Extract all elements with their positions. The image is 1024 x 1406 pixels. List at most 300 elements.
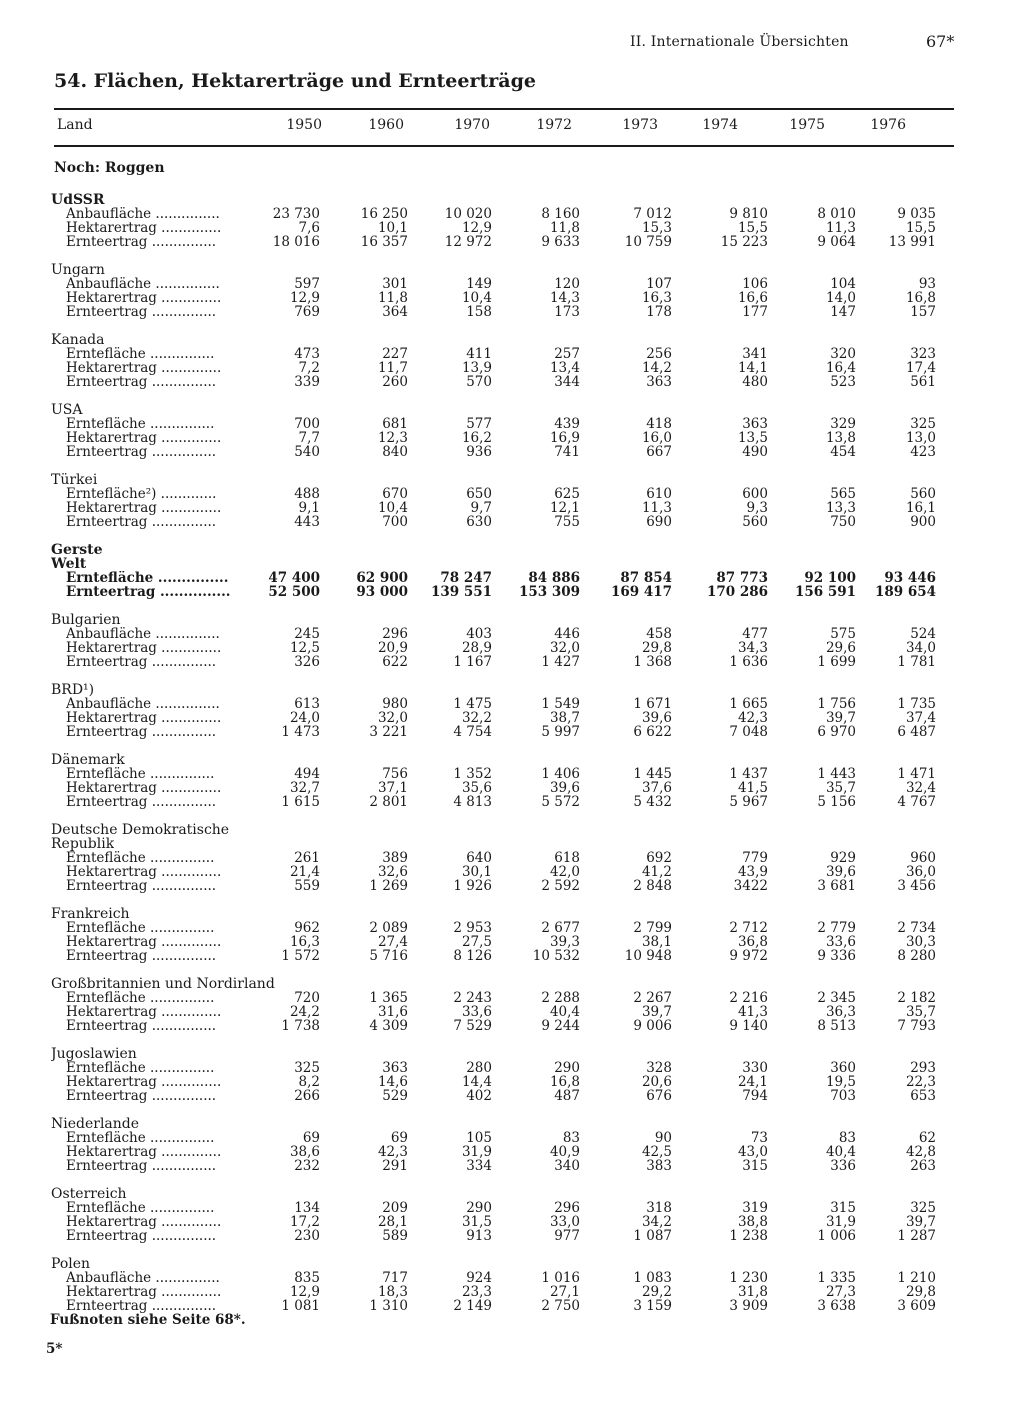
- heading-label: Polen: [51, 1257, 91, 1271]
- cell-1975: 6 970: [817, 724, 856, 740]
- cell-1975: 329: [830, 416, 856, 432]
- cell-1960: 20,9: [377, 640, 408, 656]
- cell-1972: 120: [554, 276, 580, 292]
- group-heading: [0, 193, 1024, 207]
- row-label: Anbaufläche ...............: [66, 697, 220, 711]
- cell-1972: 755: [554, 514, 580, 530]
- cell-1960: 62 900: [356, 570, 408, 586]
- table-row: [0, 1089, 1024, 1103]
- table-row: [0, 277, 1024, 291]
- row-label: Hektarertrag ..............: [66, 711, 222, 725]
- cell-1970: 14,4: [461, 1074, 492, 1090]
- cell-1975: 315: [830, 1200, 856, 1216]
- cell-1974: 15,5: [737, 220, 768, 236]
- column-header-1974: 1974: [702, 117, 738, 133]
- cell-1974: 43,0: [737, 1144, 768, 1160]
- cell-1976: 293: [910, 1060, 936, 1076]
- cell-1976: 22,3: [905, 1074, 936, 1090]
- cell-1972: 84 886: [528, 570, 580, 586]
- cell-1975: 35,7: [825, 780, 856, 796]
- cell-1975: 13,3: [825, 500, 856, 516]
- cell-1950: 21,4: [289, 864, 320, 880]
- row-label: Hektarertrag ..............: [66, 1145, 222, 1159]
- table-row: [0, 585, 1024, 599]
- cell-1970: 411: [466, 346, 492, 362]
- cell-1975: 929: [830, 850, 856, 866]
- cell-1950: 613: [294, 696, 320, 712]
- cell-1972: 296: [554, 1200, 580, 1216]
- cell-1960: 16 250: [360, 206, 408, 222]
- cell-1972: 39,3: [549, 934, 580, 950]
- cell-1950: 473: [294, 346, 320, 362]
- table-row: [0, 627, 1024, 641]
- cell-1973: 11,3: [641, 500, 672, 516]
- cell-1973: 178: [646, 304, 672, 320]
- cell-1975: 104: [830, 276, 856, 292]
- table-row: [0, 1005, 1024, 1019]
- cell-1975: 2 779: [817, 920, 856, 936]
- cell-1976: 37,4: [905, 710, 936, 726]
- table-row: [0, 1131, 1024, 1145]
- cell-1972: 2 750: [541, 1298, 580, 1314]
- cell-1975: 40,4: [825, 1144, 856, 1160]
- row-label: Hektarertrag ..............: [66, 935, 222, 949]
- cell-1970: 334: [466, 1158, 492, 1174]
- cell-1974: 41,3: [737, 1004, 768, 1020]
- cell-1973: 1 445: [633, 766, 672, 782]
- row-label: Hektarertrag ..............: [66, 431, 222, 445]
- cell-1972: 173: [554, 304, 580, 320]
- cell-1973: 29,2: [641, 1284, 672, 1300]
- column-header-1972: 1972: [536, 117, 572, 133]
- row-label: Ernteertrag ...............: [66, 1019, 217, 1033]
- cell-1960: 28,1: [377, 1214, 408, 1230]
- cell-1973: 5 432: [633, 794, 672, 810]
- cell-1973: 256: [646, 346, 672, 362]
- cell-1972: 8 160: [541, 206, 580, 222]
- cell-1970: 7 529: [453, 1018, 492, 1034]
- cell-1970: 158: [466, 304, 492, 320]
- table-row: [0, 795, 1024, 809]
- cell-1974: 1 636: [729, 654, 768, 670]
- cell-1976: 325: [910, 416, 936, 432]
- cell-1972: 38,7: [549, 710, 580, 726]
- cell-1973: 692: [646, 850, 672, 866]
- cell-1960: 301: [382, 276, 408, 292]
- cell-1970: 31,9: [461, 1144, 492, 1160]
- cell-1976: 36,0: [905, 864, 936, 880]
- cell-1976: 325: [910, 1200, 936, 1216]
- cell-1975: 39,7: [825, 710, 856, 726]
- row-label: Anbaufläche ...............: [66, 627, 220, 641]
- row-label: Erntefläche ...............: [66, 347, 215, 361]
- table-row: [0, 1299, 1024, 1313]
- cell-1974: 106: [742, 276, 768, 292]
- group-heading: [0, 753, 1024, 767]
- cell-1970: 1 475: [453, 696, 492, 712]
- cell-1976: 35,7: [905, 1004, 936, 1020]
- cell-1950: 266: [294, 1088, 320, 1104]
- cell-1970: 35,6: [461, 780, 492, 796]
- cell-1976: 2 734: [897, 920, 936, 936]
- cell-1970: 33,6: [461, 1004, 492, 1020]
- cell-1974: 13,5: [737, 430, 768, 446]
- cell-1974: 170 286: [706, 584, 768, 600]
- cell-1972: 439: [554, 416, 580, 432]
- cell-1974: 490: [742, 444, 768, 460]
- cell-1973: 42,5: [641, 1144, 672, 1160]
- cell-1960: 529: [382, 1088, 408, 1104]
- cell-1950: 1 738: [281, 1018, 320, 1034]
- cell-1972: 153 309: [518, 584, 580, 600]
- cell-1973: 383: [646, 1158, 672, 1174]
- cell-1973: 15,3: [641, 220, 672, 236]
- cell-1973: 9 006: [633, 1018, 672, 1034]
- cell-1974: 1 665: [729, 696, 768, 712]
- row-label: Hektarertrag ..............: [66, 781, 222, 795]
- cell-1972: 1 427: [541, 654, 580, 670]
- row-label: Anbaufläche ...............: [66, 207, 220, 221]
- cell-1970: 28,9: [461, 640, 492, 656]
- cell-1960: 681: [382, 416, 408, 432]
- cell-1976: 1 287: [897, 1228, 936, 1244]
- cell-1975: 750: [830, 514, 856, 530]
- cell-1970: 139 551: [430, 584, 492, 600]
- cell-1972: 9 633: [541, 234, 580, 250]
- row-label: Ernteertrag ...............: [66, 795, 217, 809]
- row-label: Erntefläche ...............: [66, 417, 215, 431]
- cell-1976: 34,0: [905, 640, 936, 656]
- cell-1950: 134: [294, 1200, 320, 1216]
- cell-1974: 9 810: [729, 206, 768, 222]
- cell-1976: 960: [910, 850, 936, 866]
- cell-1970: 32,2: [461, 710, 492, 726]
- cell-1972: 487: [554, 1088, 580, 1104]
- cell-1975: 5 156: [817, 794, 856, 810]
- cell-1973: 37,6: [641, 780, 672, 796]
- cell-1960: 700: [382, 514, 408, 530]
- cell-1972: 40,4: [549, 1004, 580, 1020]
- cell-1972: 5 572: [541, 794, 580, 810]
- cell-1950: 7,6: [298, 220, 320, 236]
- cell-1973: 690: [646, 514, 672, 530]
- cell-1974: 1 230: [729, 1270, 768, 1286]
- cell-1950: 326: [294, 654, 320, 670]
- cell-1950: 47 400: [268, 570, 320, 586]
- cell-1960: 3 221: [369, 724, 408, 740]
- row-label: Ernteertrag ...............: [66, 949, 217, 963]
- cell-1960: 10,4: [377, 500, 408, 516]
- cell-1970: 10 020: [444, 206, 492, 222]
- cell-1950: 23 730: [272, 206, 320, 222]
- row-label: Hektarertrag ..............: [66, 291, 222, 305]
- row-label: Hektarertrag ..............: [66, 361, 222, 375]
- group-heading: [0, 333, 1024, 347]
- heading-label: Dänemark: [51, 753, 125, 767]
- table-row: [0, 879, 1024, 893]
- row-label: Erntefläche ...............: [66, 1201, 215, 1215]
- table-row: [0, 1285, 1024, 1299]
- cell-1960: 363: [382, 1060, 408, 1076]
- cell-1974: 15 223: [720, 234, 768, 250]
- cell-1974: 38,8: [737, 1214, 768, 1230]
- cell-1973: 7 012: [633, 206, 672, 222]
- row-label: Hektarertrag ..............: [66, 1215, 222, 1229]
- table-row: [0, 571, 1024, 585]
- cell-1975: 9 336: [817, 948, 856, 964]
- cell-1960: 11,7: [377, 360, 408, 376]
- cell-1960: 622: [382, 654, 408, 670]
- cell-1972: 977: [554, 1228, 580, 1244]
- table-row: [0, 921, 1024, 935]
- cell-1974: 1 238: [729, 1228, 768, 1244]
- cell-1972: 13,4: [549, 360, 580, 376]
- cell-1960: 42,3: [377, 1144, 408, 1160]
- group-heading: [0, 1047, 1024, 1061]
- table-header-rule: [54, 145, 954, 147]
- cell-1975: 523: [830, 374, 856, 390]
- row-label: Ernteertrag ...............: [66, 445, 217, 459]
- cell-1950: 7,7: [298, 430, 320, 446]
- cell-1973: 458: [646, 626, 672, 642]
- cell-1975: 3 638: [817, 1298, 856, 1314]
- cell-1976: 13,0: [905, 430, 936, 446]
- cell-1973: 318: [646, 1200, 672, 1216]
- row-label: Anbaufläche ...............: [66, 277, 220, 291]
- page-number: 67*: [926, 32, 955, 51]
- cell-1960: 16 357: [360, 234, 408, 250]
- cell-1970: 13,9: [461, 360, 492, 376]
- cell-1950: 339: [294, 374, 320, 390]
- cell-1975: 8 010: [817, 206, 856, 222]
- cell-1973: 90: [654, 1130, 672, 1146]
- table-row: [0, 445, 1024, 459]
- table-row: [0, 1201, 1024, 1215]
- heading-label: UdSSR: [51, 193, 105, 207]
- cell-1973: 1 368: [633, 654, 672, 670]
- cell-1972: 625: [554, 486, 580, 502]
- row-label: Ernteertrag ...............: [66, 585, 231, 599]
- cell-1973: 363: [646, 374, 672, 390]
- cell-1970: 78 247: [440, 570, 492, 586]
- row-label: Ernteertrag ...............: [66, 1229, 217, 1243]
- column-header-1960: 1960: [368, 117, 404, 133]
- table-row: [0, 207, 1024, 221]
- cell-1960: 5 716: [369, 948, 408, 964]
- cell-1960: 11,8: [377, 290, 408, 306]
- cell-1975: 1 699: [817, 654, 856, 670]
- heading-label: Welt: [51, 557, 87, 571]
- cell-1972: 16,8: [549, 1074, 580, 1090]
- cell-1972: 741: [554, 444, 580, 460]
- table-row: [0, 417, 1024, 431]
- cell-1972: 2 288: [541, 990, 580, 1006]
- group-heading: [0, 1257, 1024, 1271]
- group-heading: [0, 837, 1024, 851]
- cell-1975: 320: [830, 346, 856, 362]
- cell-1972: 1 549: [541, 696, 580, 712]
- cell-1970: 936: [466, 444, 492, 460]
- sheet-mark: 5*: [46, 1341, 63, 1357]
- heading-label: Österreich: [51, 1187, 127, 1201]
- cell-1970: 650: [466, 486, 492, 502]
- row-label: Hektarertrag ..............: [66, 1075, 222, 1089]
- cell-1974: 14,1: [737, 360, 768, 376]
- cell-1975: 39,6: [825, 864, 856, 880]
- cell-1950: 16,3: [289, 934, 320, 950]
- cell-1974: 330: [742, 1060, 768, 1076]
- row-label: Hektarertrag ..............: [66, 221, 222, 235]
- cell-1960: 296: [382, 626, 408, 642]
- column-header-1975: 1975: [789, 117, 825, 133]
- cell-1970: 913: [466, 1228, 492, 1244]
- table-row: [0, 375, 1024, 389]
- table-row: [0, 1145, 1024, 1159]
- cell-1976: 9 035: [897, 206, 936, 222]
- cell-1975: 13,8: [825, 430, 856, 446]
- cell-1975: 3 681: [817, 878, 856, 894]
- cell-1975: 1 335: [817, 1270, 856, 1286]
- cell-1974: 73: [750, 1130, 768, 1146]
- cell-1950: 720: [294, 990, 320, 1006]
- cell-1976: 29,8: [905, 1284, 936, 1300]
- cell-1976: 16,8: [905, 290, 936, 306]
- row-label: Erntefläche ...............: [66, 767, 215, 781]
- cell-1970: 290: [466, 1200, 492, 1216]
- cell-1975: 36,3: [825, 1004, 856, 1020]
- cell-1970: 9,7: [470, 500, 492, 516]
- cell-1972: 40,9: [549, 1144, 580, 1160]
- cell-1950: 24,0: [289, 710, 320, 726]
- table-row: [0, 655, 1024, 669]
- table-row: [0, 781, 1024, 795]
- cell-1974: 341: [742, 346, 768, 362]
- row-label: Erntefläche²) .............: [66, 487, 217, 501]
- row-label: Erntefläche ...............: [66, 851, 215, 865]
- cell-1976: 6 487: [897, 724, 936, 740]
- cell-1976: 653: [910, 1088, 936, 1104]
- cell-1976: 39,7: [905, 1214, 936, 1230]
- cell-1973: 16,0: [641, 430, 672, 446]
- row-label: Ernteertrag ...............: [66, 1159, 217, 1173]
- cell-1960: 32,6: [377, 864, 408, 880]
- table-row: [0, 1215, 1024, 1229]
- cell-1970: 640: [466, 850, 492, 866]
- cell-1973: 10 759: [624, 234, 672, 250]
- cell-1960: 37,1: [377, 780, 408, 796]
- cell-1975: 31,9: [825, 1214, 856, 1230]
- row-label: Ernteertrag ...............: [66, 1089, 217, 1103]
- cell-1974: 794: [742, 1088, 768, 1104]
- cell-1960: 69: [390, 1130, 408, 1146]
- cell-1974: 36,8: [737, 934, 768, 950]
- cell-1970: 924: [466, 1270, 492, 1286]
- cell-1976: 423: [910, 444, 936, 460]
- cell-1976: 8 280: [897, 948, 936, 964]
- cell-1950: 559: [294, 878, 320, 894]
- cell-1950: 7,2: [298, 360, 320, 376]
- heading-label: Bulgarien: [51, 613, 121, 627]
- cell-1974: 2 712: [729, 920, 768, 936]
- cell-1976: 560: [910, 486, 936, 502]
- cell-1950: 38,6: [289, 1144, 320, 1160]
- cell-1970: 23,3: [461, 1284, 492, 1300]
- cell-1960: 1 269: [369, 878, 408, 894]
- cell-1960: 260: [382, 374, 408, 390]
- cell-1970: 149: [466, 276, 492, 292]
- cell-1972: 12,1: [549, 500, 580, 516]
- cell-1975: 19,5: [825, 1074, 856, 1090]
- cell-1960: 840: [382, 444, 408, 460]
- cell-1972: 83: [562, 1130, 580, 1146]
- table-row: [0, 1019, 1024, 1033]
- cell-1974: 41,5: [737, 780, 768, 796]
- cell-1975: 565: [830, 486, 856, 502]
- table-row: [0, 725, 1024, 739]
- cell-1974: 43,9: [737, 864, 768, 880]
- cell-1975: 11,3: [825, 220, 856, 236]
- cell-1973: 1 087: [633, 1228, 672, 1244]
- row-label: Erntefläche ...............: [66, 991, 215, 1005]
- cell-1976: 1 735: [897, 696, 936, 712]
- cell-1973: 3 159: [633, 1298, 672, 1314]
- table-row: [0, 235, 1024, 249]
- row-label: Ernteertrag ...............: [66, 879, 217, 893]
- table-row: [0, 991, 1024, 1005]
- cell-1974: 477: [742, 626, 768, 642]
- table-row: [0, 1159, 1024, 1173]
- cell-1974: 16,6: [737, 290, 768, 306]
- cell-1972: 11,8: [549, 220, 580, 236]
- cell-1973: 41,2: [641, 864, 672, 880]
- cell-1960: 227: [382, 346, 408, 362]
- row-label: Erntefläche ...............: [66, 1061, 215, 1075]
- cell-1975: 92 100: [804, 570, 856, 586]
- cell-1950: 443: [294, 514, 320, 530]
- cell-1972: 33,0: [549, 1214, 580, 1230]
- cell-1974: 9 972: [729, 948, 768, 964]
- table-row: [0, 935, 1024, 949]
- cell-1974: 319: [742, 1200, 768, 1216]
- cell-1975: 2 345: [817, 990, 856, 1006]
- cell-1972: 290: [554, 1060, 580, 1076]
- cell-1975: 29,6: [825, 640, 856, 656]
- cell-1973: 6 622: [633, 724, 672, 740]
- cell-1976: 1 781: [897, 654, 936, 670]
- cell-1974: 87 773: [716, 570, 768, 586]
- cell-1960: 670: [382, 486, 408, 502]
- heading-label: Gerste: [51, 543, 103, 557]
- cell-1950: 32,7: [289, 780, 320, 796]
- row-label: Ernteertrag ...............: [66, 1299, 217, 1313]
- heading-label: Türkei: [51, 473, 98, 487]
- cell-1972: 340: [554, 1158, 580, 1174]
- cell-1973: 328: [646, 1060, 672, 1076]
- cell-1973: 107: [646, 276, 672, 292]
- cell-1950: 769: [294, 304, 320, 320]
- cell-1973: 34,2: [641, 1214, 672, 1230]
- cell-1974: 9,3: [746, 500, 768, 516]
- cell-1973: 1 083: [633, 1270, 672, 1286]
- cell-1974: 3 909: [729, 1298, 768, 1314]
- cell-1976: 3 609: [897, 1298, 936, 1314]
- cell-1960: 389: [382, 850, 408, 866]
- heading-label: Jugoslawien: [51, 1047, 137, 1061]
- cell-1975: 8 513: [817, 1018, 856, 1034]
- cell-1975: 1 006: [817, 1228, 856, 1244]
- cell-1950: 261: [294, 850, 320, 866]
- cell-1973: 169 417: [610, 584, 672, 600]
